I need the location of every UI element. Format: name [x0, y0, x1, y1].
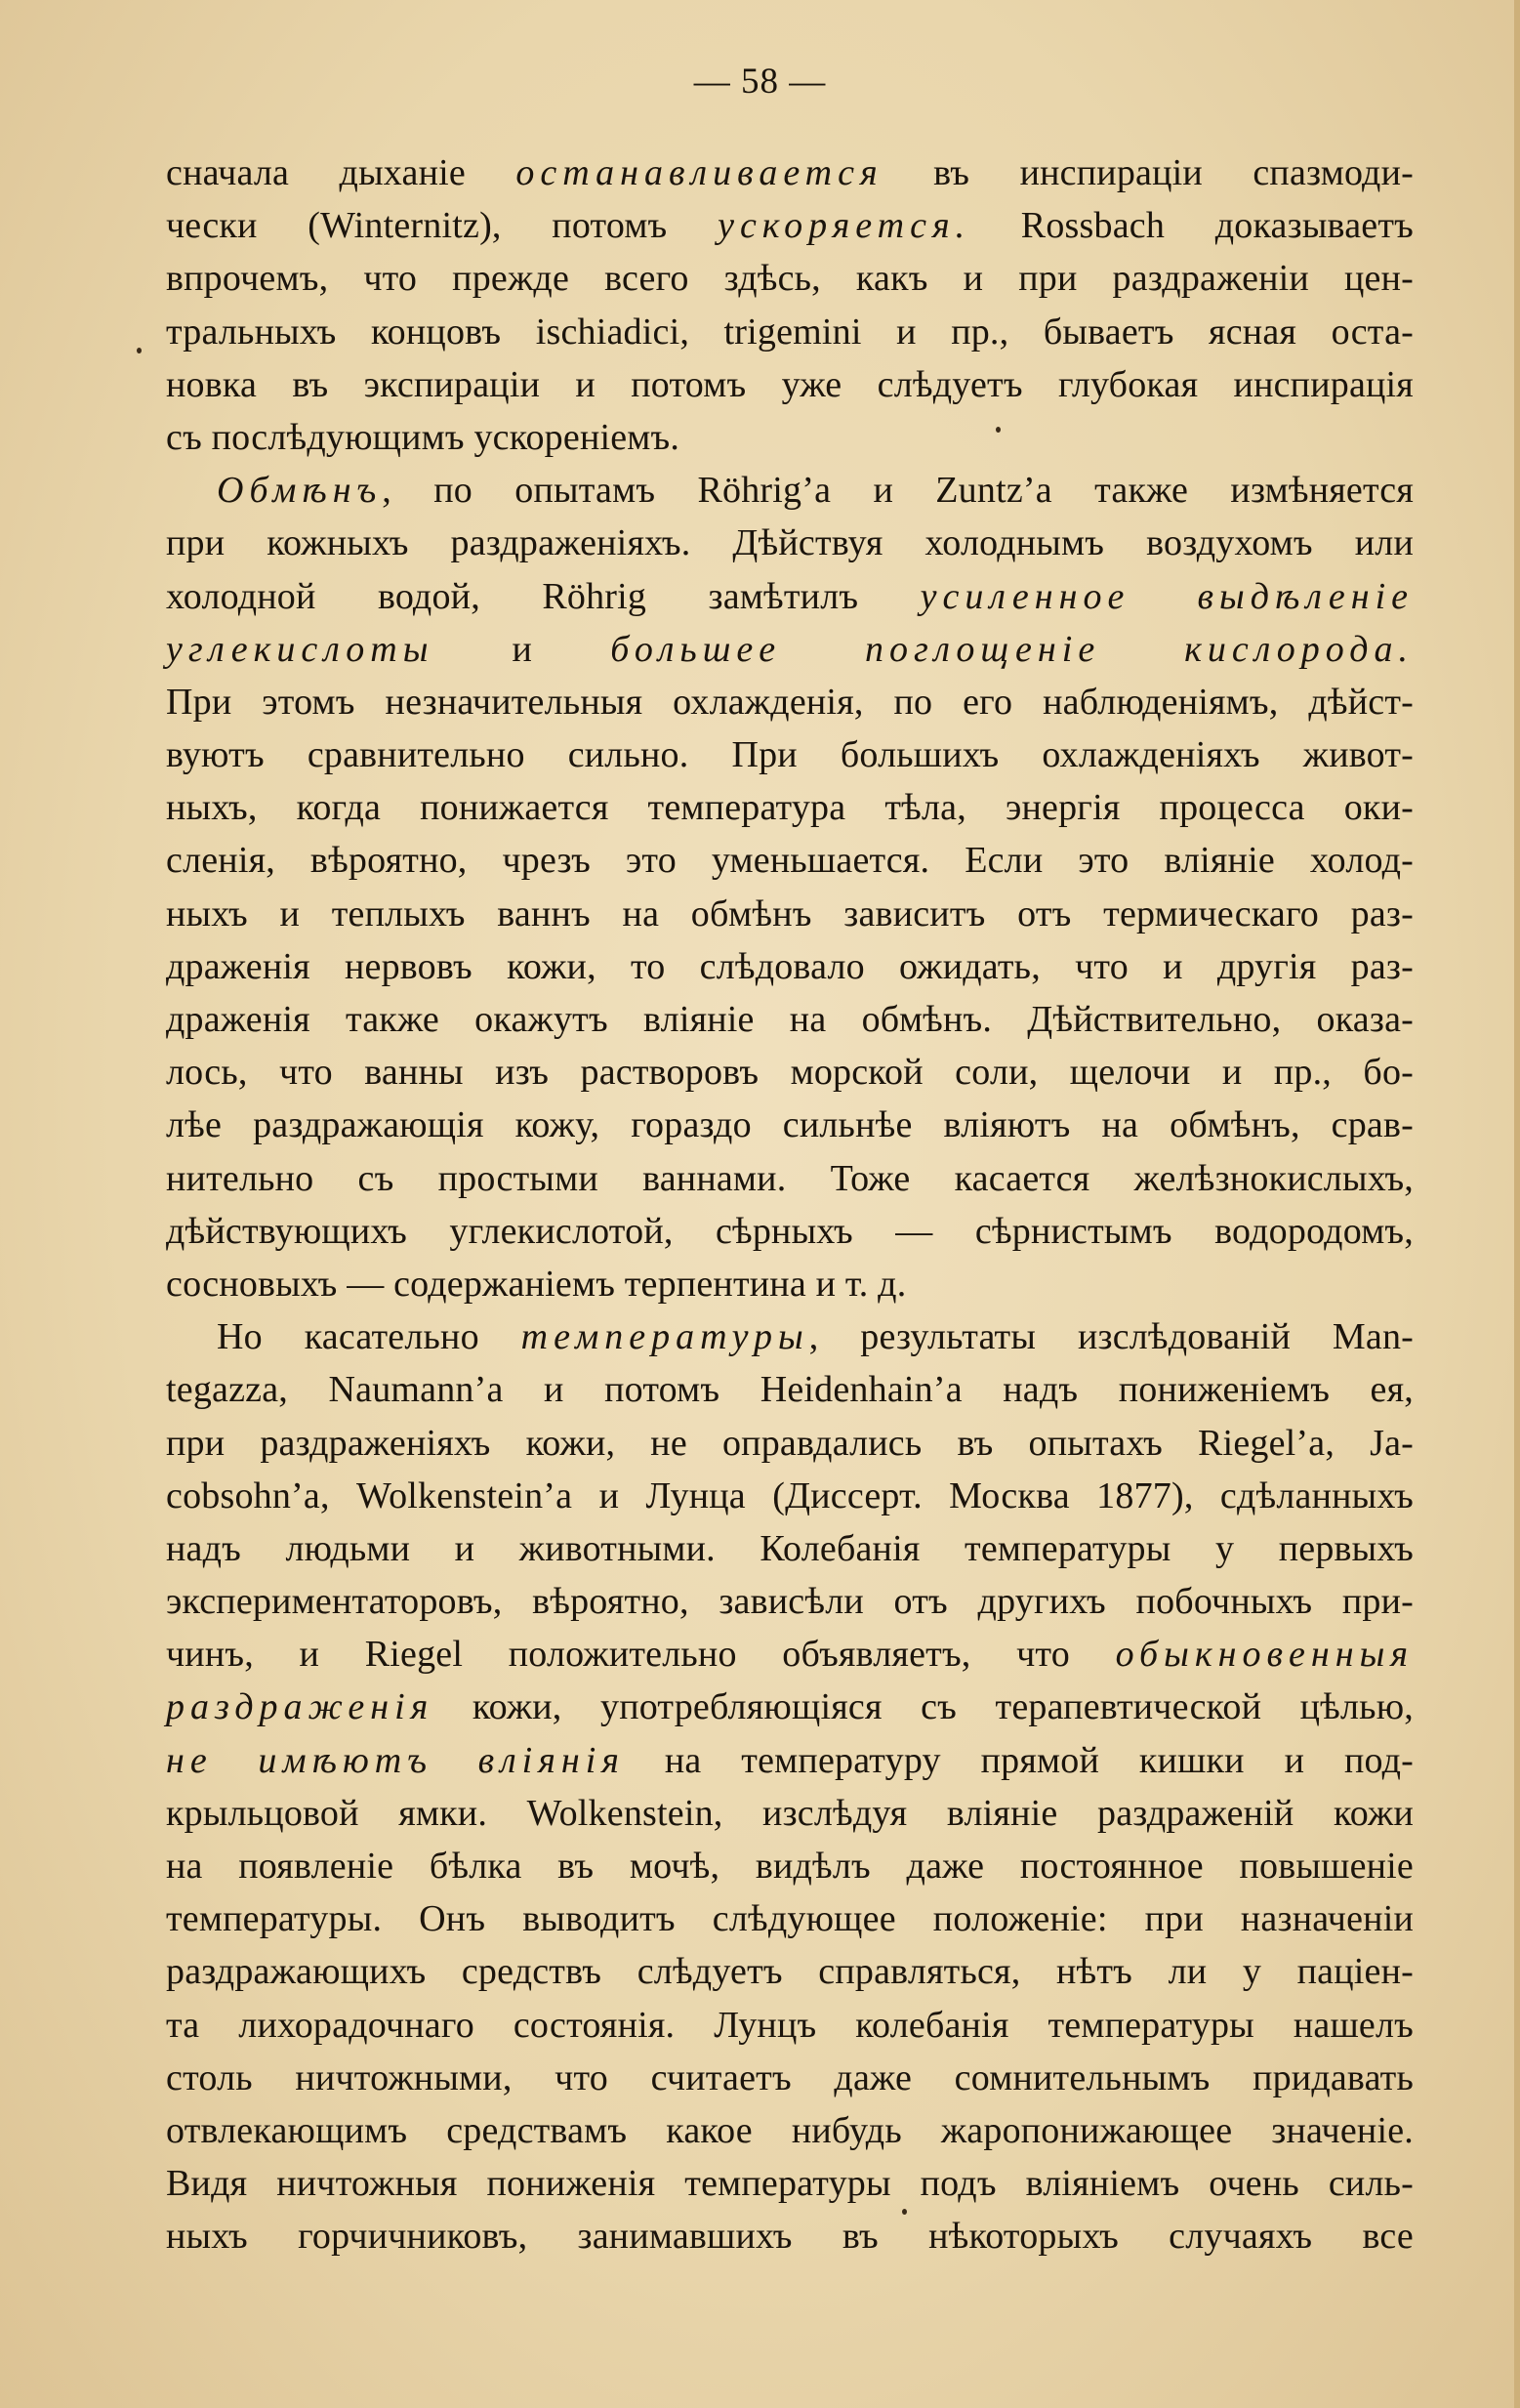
text-line — [166, 1205, 1414, 1258]
text-line — [166, 1310, 1414, 1363]
body-text — [166, 146, 1414, 2263]
emphasized-text: температуры — [520, 1316, 809, 1358]
text-line — [166, 1046, 1414, 1099]
text-segment: кожи, употребляющіяся съ терапевтической цѣлью, — [433, 1686, 1414, 1728]
text-segment: тральныхъ концовъ ischiadici, trigemini и пр., бываетъ ясная оста- — [166, 311, 1414, 353]
text-line — [166, 570, 1414, 623]
text-line — [166, 1258, 1414, 1310]
text-line — [166, 993, 1414, 1046]
emphasized-text: Обмѣнъ — [217, 470, 383, 512]
text-segment: драженія нервовъ кожи, то слѣдовало ожидать, что и другія раз- — [166, 945, 1414, 987]
text-segment: ныхъ горчичниковъ, занимавшихъ въ нѣкоторыхъ случаяхъ все — [166, 2216, 1414, 2258]
page-number: — 58 — — [693, 62, 827, 102]
text-segment: температуры. Онъ выводитъ слѣдующее положеніе: при назначеніи — [166, 1898, 1414, 1940]
text-segment: чинъ, и Riegel положительно объявляетъ, что — [166, 1634, 1116, 1676]
text-line — [166, 834, 1414, 887]
text-segment: При этомъ незначительныя охлажденія, по его наблюденіямъ, дѣйст- — [166, 681, 1414, 723]
text-segment: ныхъ, когда понижается температура тѣла, энергія процесса оки- — [166, 787, 1414, 829]
text-line — [166, 306, 1414, 358]
text-segment: новка въ экспираціи и потомъ уже слѣдуетъ глубокая инспирація — [166, 363, 1414, 405]
page-edge — [1514, 0, 1520, 2408]
text-segment: впрочемъ, что прежде всего здѣсь, какъ и при раздраженіи цен- — [166, 258, 1414, 300]
text-segment: драженія также окажутъ вліяніе на обмѣнъ. Дѣйствительно, оказа- — [166, 999, 1414, 1040]
text-line — [166, 2052, 1414, 2104]
text-line — [166, 1099, 1414, 1151]
text-line — [166, 2157, 1414, 2210]
text-line — [166, 1681, 1414, 1733]
emphasized-text: углекислоты — [166, 628, 434, 670]
text-line — [166, 1363, 1414, 1416]
text-line — [166, 1734, 1414, 1787]
text-line — [166, 888, 1414, 940]
text-segment: лѣе раздражающія кожу, гораздо сильнѣе вліяютъ на обмѣнъ, срав- — [166, 1104, 1414, 1146]
text-segment: , по опытамъ Röhrig’а и Zuntz’а также измѣняется — [382, 470, 1414, 512]
emphasized-text: большее поглощеніе кислорода. — [610, 628, 1414, 670]
text-line — [166, 1575, 1414, 1628]
ink-speck — [902, 2209, 907, 2215]
text-segment: Видя ничтожныя пониженія температуры подъ вліяніемъ очень силь- — [166, 2163, 1414, 2205]
text-segment: cobsohn’а, Wolkenstein’а и Лунца (Диссерт. Москва 1877), сдѣланныхъ — [166, 1474, 1414, 1516]
text-line — [166, 252, 1414, 305]
emphasized-text: ускоряется. — [718, 205, 971, 247]
text-line — [166, 623, 1414, 676]
text-segment: экспериментаторовъ, вѣроятно, зависѣли отъ другихъ побочныхъ при- — [166, 1581, 1414, 1623]
text-line — [166, 2210, 1414, 2263]
text-segment: дѣйствующихъ углекислотой, сѣрныхъ — сѣрнистымъ водородомъ, — [166, 1210, 1414, 1252]
text-segment: вуютъ сравнительно сильно. При большихъ охлажденіяхъ живот- — [166, 734, 1414, 776]
emphasized-text: обыкновенныя — [1115, 1634, 1414, 1676]
text-segment: на появленіе бѣлка въ мочѣ, видѣлъ даже постоянное повышеніе — [166, 1846, 1414, 1887]
text-segment: надъ людьми и животными. Колебанія температуры у первыхъ — [166, 1527, 1414, 1569]
text-segment: въ инспираціи спазмоди- — [883, 152, 1414, 193]
text-segment: съ послѣдующимъ ускореніемъ. — [166, 416, 680, 458]
text-line — [166, 358, 1414, 411]
text-line — [166, 1945, 1414, 1998]
text-line — [166, 1470, 1414, 1522]
text-line — [166, 1787, 1414, 1840]
text-segment: раздражающихъ средствъ слѣдуетъ справляться, нѣтъ ли у паціен- — [166, 1951, 1414, 1993]
emphasized-text: останавливается — [515, 152, 883, 193]
text-line — [166, 1152, 1414, 1205]
text-segment: отвлекающимъ средствамъ какое нибудь жаропонижающее значеніе. — [166, 2109, 1414, 2151]
text-segment: чески (Winternitz), потомъ — [166, 205, 719, 247]
text-line — [166, 146, 1414, 199]
emphasized-text: усиленное выдѣленіе — [920, 575, 1414, 617]
text-segment: крыльцовой ямки. Wolkenstein, изслѣдуя вліяніе раздраженій кожи — [166, 1792, 1414, 1834]
text-segment: та лихорадочнаго состоянія. Лунцъ колебанія температуры нашелъ — [166, 2004, 1414, 2046]
text-line — [166, 464, 1414, 517]
text-line — [166, 411, 1414, 464]
text-segment: Но касательно — [217, 1316, 521, 1358]
text-line — [166, 1628, 1414, 1681]
text-line — [166, 728, 1414, 781]
text-line — [166, 1522, 1414, 1575]
emphasized-text: не имѣютъ вліянія — [166, 1739, 625, 1781]
text-segment: лось, что ванны изъ растворовъ морской соли, щелочи и пр., бо- — [166, 1052, 1414, 1094]
text-line — [166, 1999, 1414, 2052]
text-segment: столь ничтожными, что считаетъ даже сомнительнымъ придавать — [166, 2056, 1414, 2098]
emphasized-text: раздраженія — [166, 1686, 434, 1728]
text-segment: при раздраженіяхъ кожи, не оправдались въ опытахъ Riegel’а, Ja- — [166, 1422, 1414, 1464]
text-segment: нительно съ простыми ваннами. Тоже касается желѣзнокислыхъ, — [166, 1157, 1414, 1199]
text-line — [166, 517, 1414, 569]
ink-speck — [996, 427, 1001, 433]
text-segment: и — [433, 628, 611, 670]
text-line — [166, 1892, 1414, 1945]
text-segment: холодной водой, Röhrig замѣтилъ — [166, 575, 921, 617]
text-segment: сначала дыханіе — [166, 152, 516, 193]
text-segment: tegazza, Naumann’а и потомъ Heidenhain’а надъ пониженіемъ ея, — [166, 1369, 1414, 1411]
text-segment: при кожныхъ раздраженіяхъ. Дѣйствуя холоднымъ воздухомъ или — [166, 522, 1414, 564]
text-segment: ныхъ и теплыхъ ваннъ на обмѣнъ зависитъ отъ термическаго раз- — [166, 893, 1414, 934]
text-line — [166, 1840, 1414, 1892]
text-line — [166, 940, 1414, 993]
text-line — [166, 781, 1414, 834]
text-line — [166, 676, 1414, 728]
text-segment: сосновыхъ — содержаніемъ терпентина и т. д. — [166, 1263, 907, 1305]
text-segment: Rossbach доказываетъ — [970, 205, 1414, 247]
ink-speck — [137, 348, 142, 353]
text-segment: на температуру прямой кишки и под- — [624, 1739, 1414, 1781]
text-line — [166, 1417, 1414, 1470]
text-segment: , результаты изслѣдованій Man- — [808, 1316, 1414, 1358]
text-line — [166, 199, 1414, 252]
text-line — [166, 2104, 1414, 2157]
text-segment: сленія, вѣроятно, чрезъ это уменьшается. Если это вліяніе холод- — [166, 840, 1414, 882]
